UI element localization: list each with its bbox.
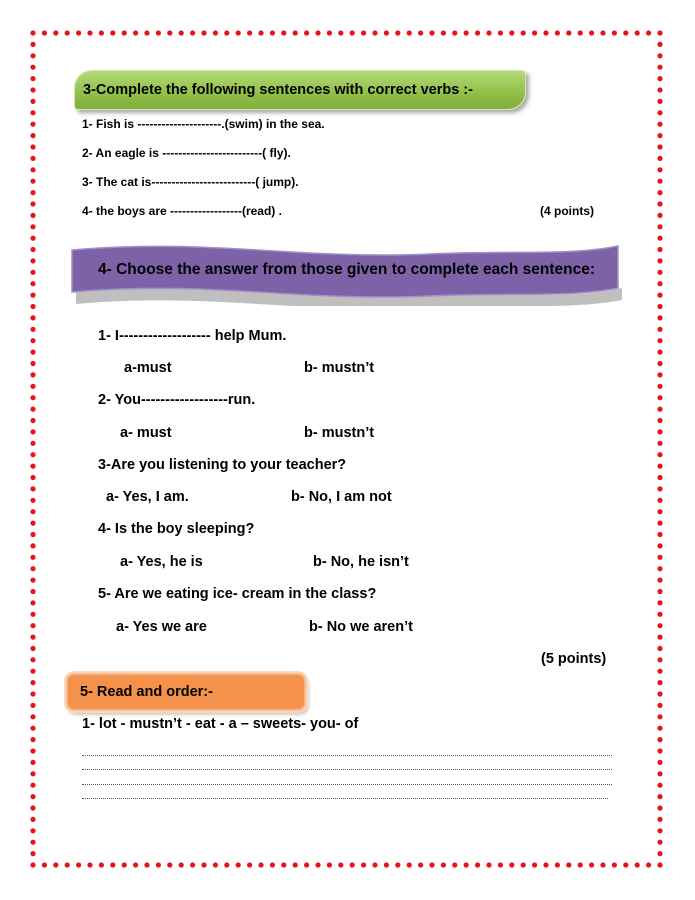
section4-title: 4- Choose the answer from those given to complete each sentence:	[98, 261, 595, 278]
answer-line-1[interactable]	[82, 755, 612, 756]
section3-item-3: 3- The cat is--------------------------( jump).	[82, 175, 299, 189]
section4-title-banner	[70, 240, 626, 306]
q2-text: 2- You------------------run.	[98, 392, 256, 408]
answer-line-4[interactable]	[82, 798, 608, 799]
section5-title-banner	[66, 673, 306, 711]
section4-points: (5 points)	[541, 651, 607, 667]
q5-text: 5- Are we eating ice- cream in the class?	[98, 586, 377, 602]
q5-option-b: b- No we aren’t	[309, 619, 413, 635]
section3-item-4: 4- the boys are ------------------(read) .	[82, 204, 282, 218]
q1-option-a: a-must	[124, 360, 172, 376]
q2-option-a: a- must	[120, 425, 172, 441]
q1-text: 1- I------------------- help Mum.	[98, 328, 287, 344]
q3-option-a: a- Yes, I am.	[106, 489, 189, 505]
q4-option-a: a- Yes, he is	[120, 554, 203, 570]
section3-item-1: 1- Fish is ---------------------.(swim) in the sea.	[82, 117, 325, 131]
q4-option-b: b- No, he isn’t	[313, 554, 409, 570]
q2-option-b: b- mustn’t	[304, 425, 375, 441]
section5-title: 5- Read and order:-	[80, 684, 213, 700]
q1-option-b: b- mustn’t	[304, 360, 375, 376]
q4-text: 4- Is the boy sleeping?	[98, 521, 255, 537]
answer-line-2[interactable]	[82, 769, 612, 770]
section3-title-banner	[74, 70, 526, 110]
section3-title: 3-Complete the following sentences with correct verbs :-	[83, 82, 473, 98]
q3-text: 3-Are you listening to your teacher?	[98, 457, 347, 473]
answer-line-3[interactable]	[82, 784, 612, 785]
q5-option-a: a- Yes we are	[116, 619, 207, 635]
section3-item-2: 2- An eagle is -------------------------( fly).	[82, 146, 291, 160]
q3-option-b: b- No, I am not	[291, 489, 392, 505]
section5-item-1: 1- lot - mustn’t - eat - a – sweets- you- of	[82, 716, 359, 732]
section3-points: (4 points)	[540, 204, 594, 218]
